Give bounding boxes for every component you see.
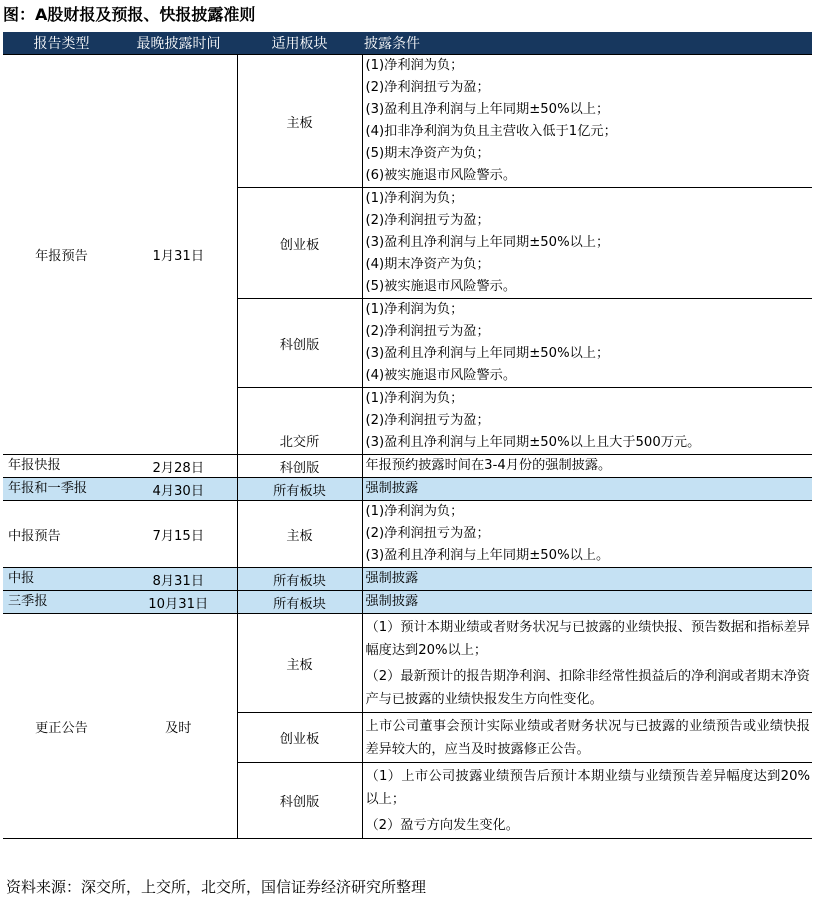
deadline-cell: 4月30日 [120, 478, 237, 501]
table-row [3, 501, 812, 568]
condition-line: (2)净利润扭亏为盈； [365, 413, 490, 428]
deadline-cell: 及时 [120, 614, 237, 839]
condition-line: (3)盈利且净利润与上年同期±50%以上且大于500万元。 [365, 435, 701, 450]
table-row [3, 591, 812, 614]
condition-line: (1)净利润为负； [365, 302, 464, 317]
condition-line: (3)盈利且净利润与上年同期±50%以上。 [365, 548, 610, 563]
board-cell: 主板 [237, 614, 362, 713]
report-type-cell [3, 591, 120, 614]
conditions-cell [362, 188, 812, 299]
report-type-label: 中报 [8, 571, 35, 586]
condition-line: 年报预约披露时间在3-4月份的强制披露。 [365, 458, 612, 473]
report-type-cell: 中报预告 [3, 501, 120, 568]
condition-line: (2)净利润扭亏为盈； [365, 526, 490, 541]
condition-line: (1)净利润为负； [365, 391, 464, 406]
condition-line: (4)期末净资产为负； [365, 257, 490, 272]
table-row [3, 478, 812, 501]
header-deadline: 最晚披露时间 [120, 32, 237, 55]
condition-line: 强制披露 [365, 594, 419, 609]
condition-paragraph: （1）上市公司披露业绩预告后预计本期业绩与业绩预告差异幅度达到20%以上； [365, 769, 810, 807]
board-label: 北交所 [279, 435, 320, 450]
board-cell: 科创版 [237, 299, 362, 388]
board-cell: 科创版 [237, 455, 362, 478]
conditions-cell [362, 713, 812, 763]
condition-line: (4)被实施退市风险警示。 [365, 368, 517, 383]
report-type-label: 三季报 [8, 594, 48, 609]
header-report-type: 报告类型 [3, 32, 120, 55]
board-cell: 创业板 [237, 713, 362, 763]
report-type-label: 年报快报 [8, 458, 61, 473]
conditions-cell [362, 388, 812, 455]
condition-line: (6)被实施退市风险警示。 [365, 168, 517, 183]
board-cell: 所有板块 [237, 478, 362, 501]
condition-line: (3)盈利且净利润与上年同期±50%以上； [365, 346, 610, 361]
board-cell: 所有板块 [237, 568, 362, 591]
board-cell: 创业板 [237, 188, 362, 299]
condition-line: (4)扣非净利润为负且主营收入低于1亿元； [365, 124, 617, 139]
condition-line: (3)盈利且净利润与上年同期±50%以上； [365, 102, 610, 117]
figure-title: 图：A股财报及预报、快报披露准则 [3, 5, 256, 24]
disclosure-rules-table [3, 32, 812, 839]
table-row [3, 55, 812, 188]
report-type-cell [3, 455, 120, 478]
condition-line: (2)净利润扭亏为盈； [365, 80, 490, 95]
header-conditions: 披露条件 [362, 32, 812, 55]
condition-paragraph: （2）盈亏方向发生变化。 [365, 818, 519, 833]
board-cell [237, 388, 362, 455]
report-type-label: 年报和一季报 [8, 481, 88, 496]
board-cell: 所有板块 [237, 591, 362, 614]
condition-line: (5)期末净资产为负； [365, 146, 490, 161]
conditions-cell [362, 455, 812, 478]
conditions-cell [362, 591, 812, 614]
deadline-cell: 2月28日 [120, 455, 237, 478]
condition-paragraph: 上市公司董事会预计实际业绩或者财务状况与已披露的业绩预告或业绩快报差异较大的，应当及时披露修正公告。 [365, 719, 810, 757]
condition-line: (5)被实施退市风险警示。 [365, 279, 517, 294]
conditions-cell [362, 55, 812, 188]
condition-line: 强制披露 [365, 571, 419, 586]
conditions-cell [362, 299, 812, 388]
board-cell: 科创版 [237, 763, 362, 839]
conditions-cell [362, 763, 812, 839]
conditions-cell [362, 478, 812, 501]
condition-line: 强制披露 [365, 481, 419, 496]
table-row [3, 614, 812, 713]
condition-line: (1)净利润为负； [365, 191, 464, 206]
report-type-cell: 年报预告 [3, 55, 120, 455]
header-board: 适用板块 [237, 32, 362, 55]
deadline-cell: 7月15日 [120, 501, 237, 568]
condition-paragraph: （1）预计本期业绩或者财务状况与已披露的业绩快报、预告数据和指标差异幅度达到20%以上； [365, 620, 810, 658]
board-cell: 主板 [237, 501, 362, 568]
condition-line: (1)净利润为负； [365, 58, 464, 73]
conditions-cell [362, 614, 812, 713]
condition-line: (2)净利润扭亏为盈； [365, 324, 490, 339]
deadline-cell: 1月31日 [120, 55, 237, 455]
deadline-cell: 10月31日 [120, 591, 237, 614]
report-type-cell [3, 478, 120, 501]
table-row [3, 568, 812, 591]
table-row [3, 455, 812, 478]
report-type-cell: 更正公告 [3, 614, 120, 839]
conditions-cell [362, 501, 812, 568]
condition-line: (2)净利润扭亏为盈； [365, 213, 490, 228]
board-cell: 主板 [237, 55, 362, 188]
condition-line: (1)净利润为负； [365, 504, 464, 519]
source-note: 资料来源：深交所，上交所，北交所，国信证券经济研究所整理 [6, 878, 427, 896]
table-header-row [3, 32, 812, 55]
condition-paragraph: （2）最新预计的报告期净利润、扣除非经常性损益后的净利润或者期末净资产与已披露的业绩快报发生方向性变化。 [365, 669, 810, 707]
condition-line: (3)盈利且净利润与上年同期±50%以上； [365, 235, 610, 250]
conditions-cell [362, 568, 812, 591]
report-type-cell [3, 568, 120, 591]
deadline-cell: 8月31日 [120, 568, 237, 591]
